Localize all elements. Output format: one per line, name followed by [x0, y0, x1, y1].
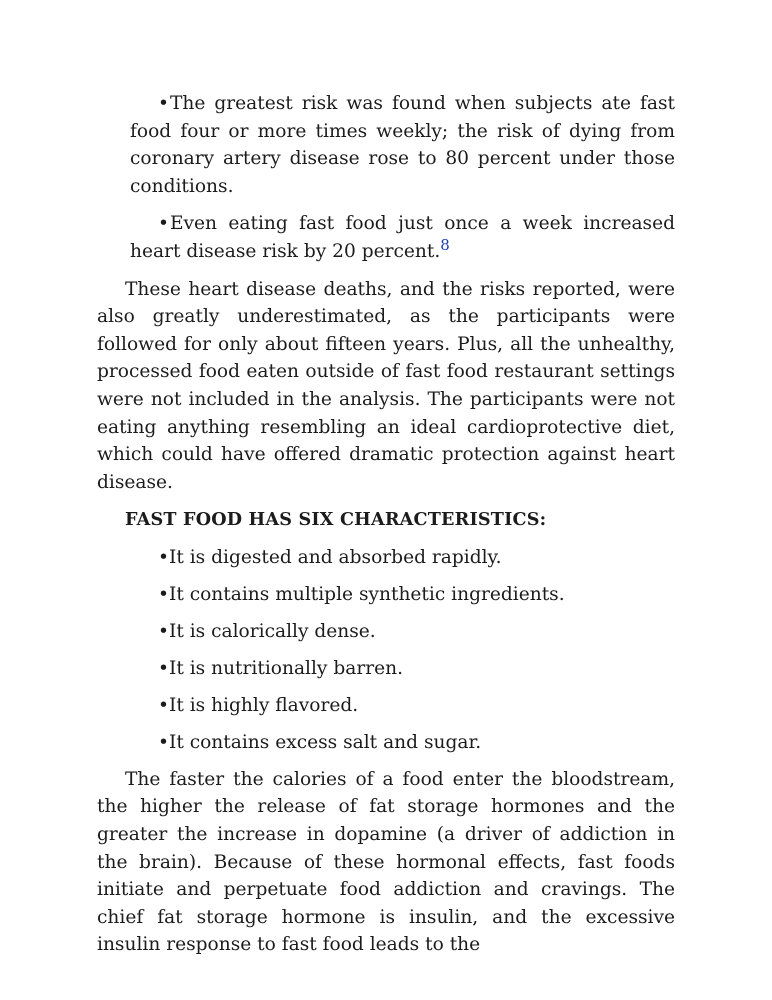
- characteristic-item: [158, 544, 675, 572]
- characteristic-item: [158, 581, 675, 609]
- bullet-item-risk-four-times: [130, 90, 675, 200]
- characteristic-item: [158, 655, 675, 683]
- bullet-glyph: •: [158, 546, 169, 568]
- page-text: [97, 90, 675, 969]
- bullet-glyph: •: [158, 657, 169, 679]
- characteristic-text: It is nutritionally barren.: [168, 657, 403, 679]
- characteristic-text: It contains excess salt and sugar.: [168, 731, 482, 753]
- characteristic-text: It is digested and absorbed rapidly.: [168, 546, 502, 568]
- bullet-glyph: •: [158, 694, 169, 716]
- bullet-glyph: •: [158, 583, 169, 605]
- bullet-text: Even eating fast food just once a week increased heart disease risk by 20 percent.: [130, 213, 675, 262]
- body-paragraph-underestimated: These heart disease deaths, and the risks reported, were also greatly underestimated, as the participants were followed for only about fifteen years. Plus, all the unhealthy, processed food eaten outside of fast food restaurant settings were not included in the analysis. The participants were not eating anything resembling an ideal cardioprotective diet, which could have offered dramatic protection against heart disease.: [97, 278, 675, 493]
- bullet-glyph: •: [158, 213, 169, 235]
- characteristic-text: It is highly flavored.: [168, 694, 359, 716]
- characteristic-text: It contains multiple synthetic ingredients.: [168, 583, 565, 605]
- characteristic-item: [158, 692, 675, 720]
- bullet-glyph: •: [158, 620, 169, 642]
- characteristic-item: [158, 618, 675, 646]
- bullet-glyph: •: [158, 93, 169, 114]
- bullet-glyph: •: [158, 731, 169, 753]
- section-heading: FAST FOOD HAS SIX CHARACTERISTICS:: [125, 509, 547, 531]
- characteristic-text: It is calorically dense.: [168, 620, 376, 642]
- bullet-text: The greatest risk was found when subjects ate fast food four or more times weekly; the risk of dying from coronary artery disease rose to 80 percent under those conditions.: [130, 93, 675, 197]
- body-paragraph-insulin: The faster the calories of a food enter the bloodstream, the higher the release of fat storage hormones and the greater the increase in dopamine (a driver of addiction in the brain). Because of these hormonal effects, fast foods initiate and perpetuate food addiction and cravings. The chief fat storage hormone is insulin, and the excessive insulin response to fast food leads to the: [97, 768, 675, 956]
- footnote-link[interactable]: 8: [440, 235, 450, 254]
- characteristic-item: [158, 729, 675, 757]
- bullet-item-risk-once-weekly: [130, 210, 675, 265]
